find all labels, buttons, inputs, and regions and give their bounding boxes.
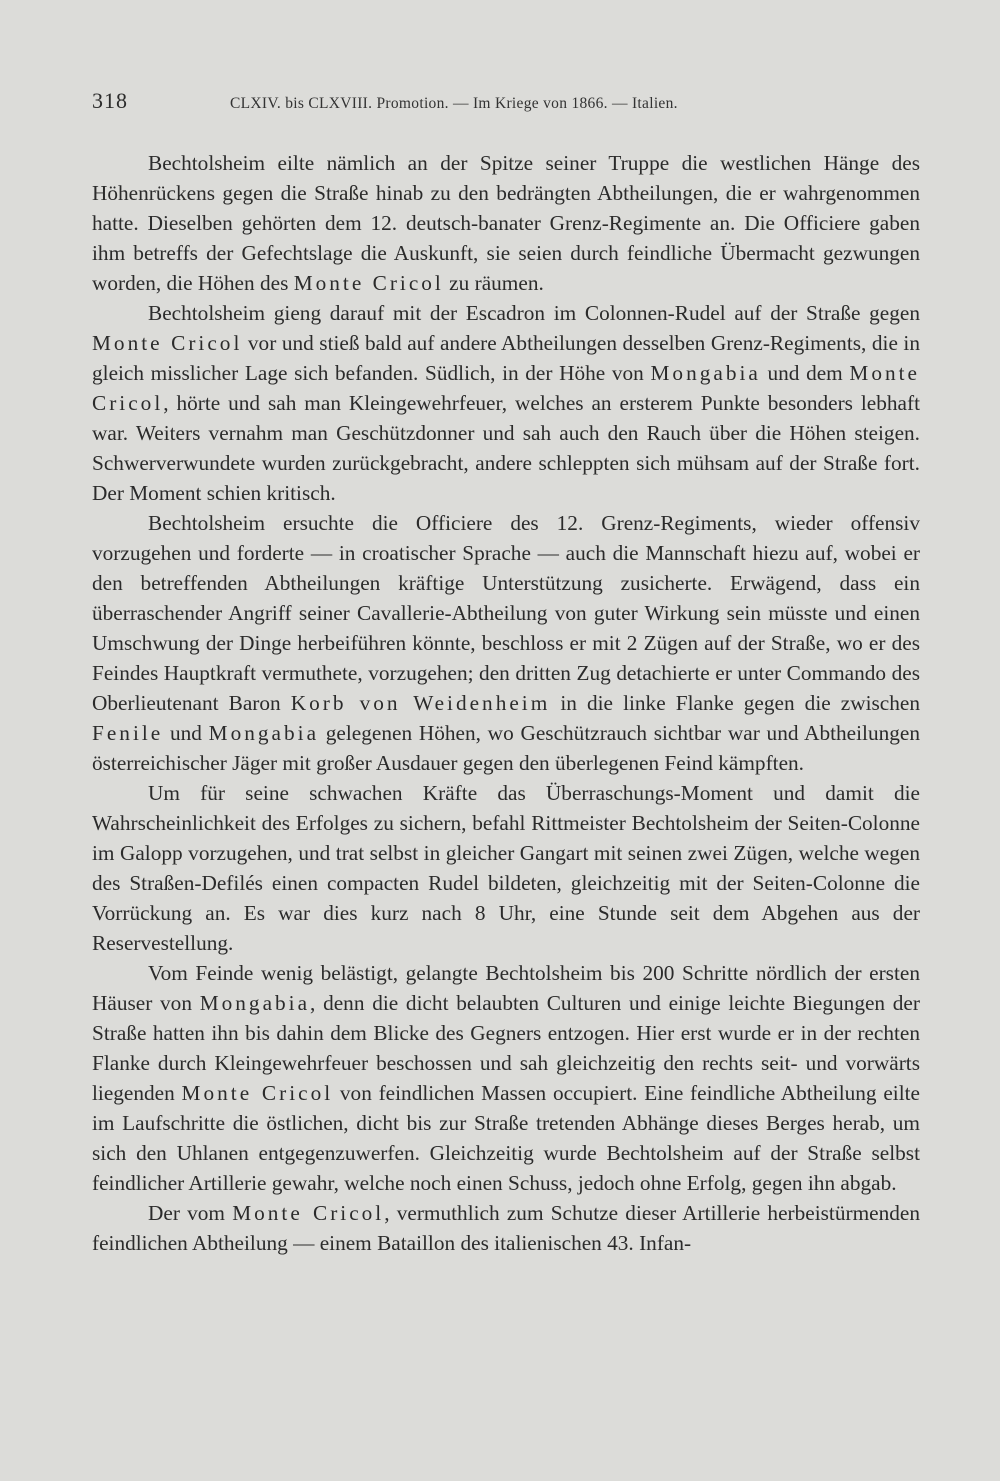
spaced-name: Mongabia [199, 991, 311, 1015]
text-run: Der vom [148, 1201, 233, 1225]
text-run: in die linke Flanke gegen die zwischen [550, 691, 920, 715]
text-run: Bechtolsheim ersuchte die Officiere des 12. Grenz-Regiments, wieder offensiv vorzugehen und forderte — in croatischer Sprache — auch die Mannschaft hiezu auf, wobei er den betreffenden Abtheilungen kräftige Unterstützung zusicherte. Erwägend, dass ein überraschender Angriff seiner Cavallerie-Abtheilung von guter Wirkung sein müsste und einen Umschwung der Dinge herbeiführen könnte, beschloss er mit 2 Zügen auf der Straße, wo er des Feindes Hauptkraft vermuthete, vorzugehen; den dritten Zug detachierte er unter Commando des Oberlieutenant Baron [92, 511, 920, 715]
paragraph [92, 148, 920, 298]
spaced-name: Korb von Weidenheim [290, 691, 551, 715]
text-run: zu räumen. [443, 271, 544, 295]
spaced-name: Monte Cricol [181, 1081, 334, 1105]
running-title: CLXIV. bis CLXVIII. Promotion. — Im Kriege von 1866. — Italien. [230, 95, 678, 112]
text-run: und dem [760, 361, 850, 385]
paragraph [92, 778, 920, 958]
text-run: von feindlichen Massen occupiert. Eine feindliche Abtheilung eilte im Laufschritte die östlichen, dicht bis zur Straße tretenden Abhänge dieses Berges herab, um sich den Uhlanen entgegenzuwerfen. Gleichzeitig wurde Bechtolsheim auf der Straße selbst feindlicher Artillerie gewahr, welche noch einen Schuss, jedoch ohne Erfolg, gegen ihn abgab. [92, 1081, 920, 1195]
text-run: , denn die dicht belaubten Culturen und einige leichte Biegungen der Straße hatten ihn bis dahin dem Blicke des Gegners entzogen. Hier erst wurde er in der rechten Flanke durch Kleingewehrfeuer beschossen und sah gleichzeitig den rechts seit- und vorwärts liegenden [92, 991, 920, 1105]
paragraph [92, 298, 920, 508]
text-run: Bechtolsheim gieng darauf mit der Escadron im Colonnen-Rudel auf der Straße gegen [148, 301, 920, 325]
text-run: und [163, 721, 209, 745]
page-number: 318 [92, 88, 128, 113]
text-run: , hörte und sah man Kleingewehrfeuer, welches an ersterem Punkte besonders lebhaft war. Weiters vernahm man Geschützdonner und sah auch den Rauch über die Höhen steigen. Schwerverwundete wurden zurückgebracht, andere schleppten sich mühsam auf der Straße fort. Der Moment schien kritisch. [92, 391, 920, 505]
text-run: , vermuthlich zum Schutze dieser Artillerie herbeistürmenden feindlichen Abtheilung — einem Bataillon des italienischen 43. Infan- [92, 1201, 920, 1255]
spaced-name: Monte Cricol [232, 1201, 385, 1225]
text-run: vor und stieß bald auf andere Abtheilungen desselben Grenz-Regiments, die in gleich misslicher Lage sich befanden. Südlich, in der Höhe von [92, 331, 920, 385]
text-run: gelegenen Höhen, wo Geschützrauch sichtbar war und Abtheilungen österreichischer Jäger mit großer Ausdauer gegen den überlegenen Feind kämpften. [92, 721, 920, 775]
running-header [92, 88, 920, 118]
spaced-name: Fenile [92, 721, 164, 745]
body-text [92, 148, 920, 1258]
paragraph [92, 1198, 920, 1258]
spaced-name: Monte Cricol [293, 271, 444, 295]
spaced-name: Mongabia [208, 721, 320, 745]
paragraph [92, 958, 920, 1198]
text-run: Vom Feinde wenig belästigt, gelangte Bechtolsheim bis 200 Schritte nördlich der ersten Häuser von [92, 961, 920, 1015]
text-run: Bechtolsheim eilte nämlich an der Spitze seiner Truppe die westlichen Hänge des Höhenrückens gegen die Straße hinab zu den bedrängten Abtheilungen, die er wahrgenommen hatte. Dieselben gehörten dem 12. deutsch-banater Grenz-Regimente an. Die Officiere gaben ihm betreffs der Gefechtslage die Auskunft, sie seien durch feindliche Übermacht gezwungen worden, die Höhen des [92, 151, 920, 295]
spaced-name: Mongabia [650, 361, 761, 385]
text-run: Um für seine schwachen Kräfte das Überraschungs-Moment und damit die Wahrscheinlichkeit des Erfolges zu sichern, befahl Rittmeister Bechtolsheim der Seiten-Colonne im Galopp vorzugehen, und trat selbst in gleicher Gangart mit seinen zwei Zügen, welche wegen des Straßen-Defilés einen compacten Rudel bildeten, gleichzeitig mit der Seiten-Colonne die Vorrückung an. Es war dies kurz nach 8 Uhr, eine Stunde seit dem Abgehen aus der Reservestellung. [92, 781, 920, 955]
paragraph [92, 508, 920, 778]
spaced-name: Monte Cricol [92, 331, 243, 355]
spaced-name: Monte Cricol [92, 361, 920, 415]
